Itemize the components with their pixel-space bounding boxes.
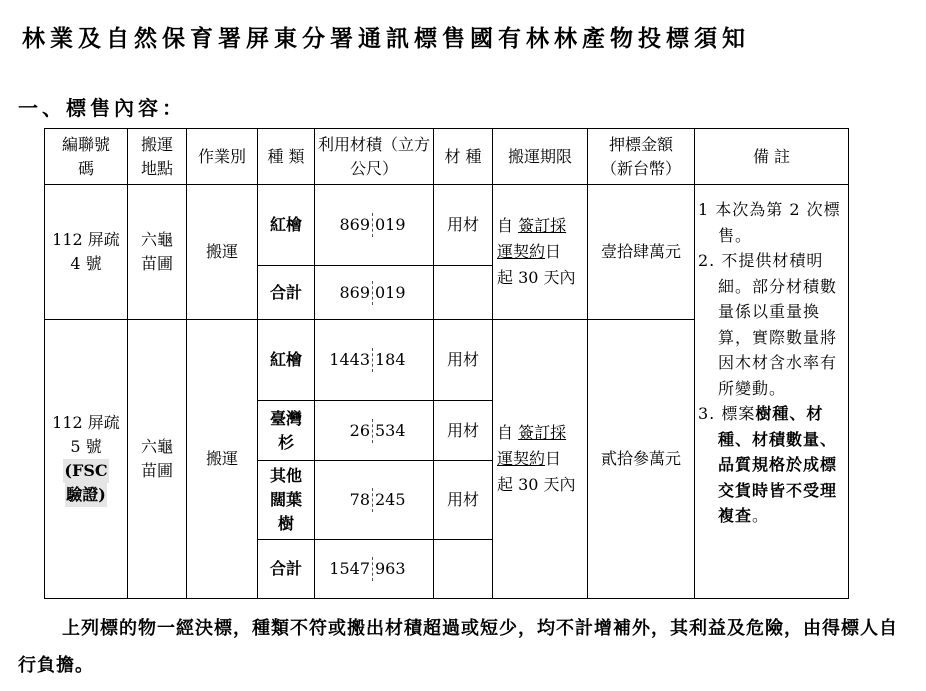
- lot5-code-line1: 112 屏疏: [52, 413, 120, 432]
- sale-items-table: [44, 128, 849, 599]
- table-row: [45, 185, 849, 266]
- lot4-volume-1: [315, 185, 434, 266]
- period-underlined-2: 運契約: [497, 242, 546, 261]
- remark-2: 2. 不提供材積明細。部分材積數量係以重量換算，實際數量將因木材含水率有所變動。: [698, 251, 838, 398]
- document-title: 林業及自然保育署屏東分署通訊標售國有林林產物投標須知: [22, 25, 750, 52]
- header-deposit: 押標金額（新台幣）: [588, 129, 695, 185]
- lot4-code: [45, 185, 128, 320]
- remarks-cell: [695, 185, 849, 599]
- lot5-volume-2: [315, 401, 434, 461]
- lot5-location: 六龜苗圃: [128, 320, 187, 599]
- lot5-material-2: 用材: [434, 401, 493, 461]
- remark-3-prefix: 3. 標案: [698, 404, 756, 423]
- volume-integer: 1443: [315, 348, 373, 372]
- lot4-material-1: 用材: [434, 185, 493, 266]
- header-location: 搬運地點: [128, 129, 187, 185]
- lot5-species-2: 臺灣杉: [258, 401, 315, 461]
- lot4-material-total: [434, 266, 493, 320]
- remark-3: [698, 401, 846, 529]
- header-remarks: 備 註: [695, 129, 849, 185]
- lot4-volume-total: [315, 266, 434, 320]
- footer-paragraph-text: 上列標的物一經決標，種類不符或搬出材積超過或短少，均不計增補外，其利益及危險，由得標人自行負擔。: [18, 618, 898, 676]
- period-prefix: 自: [497, 216, 514, 235]
- lot5-deposit: 貳拾參萬元: [588, 320, 695, 599]
- volume-decimal: 184: [375, 350, 406, 369]
- remark-3-bold: 樹種、材種、材積數量、品質規格於成標交貨時皆不受理複查: [718, 404, 838, 525]
- lot4-period: [493, 185, 588, 320]
- lot5-fsc-label-2: 驗證): [65, 483, 107, 507]
- period-underlined-1: 簽訂採: [518, 423, 567, 442]
- lot5-species-total: 合計: [258, 540, 315, 599]
- lot5-period: [493, 320, 588, 599]
- header-period: 搬運期限: [493, 129, 588, 185]
- volume-integer: 78: [315, 488, 373, 512]
- header-work-type: 作業別: [187, 129, 258, 185]
- period-mid: 日: [545, 449, 562, 468]
- volume-decimal: 019: [375, 282, 406, 302]
- period-prefix: 自: [497, 423, 514, 442]
- header-volume: 利用材積（立方公尺）: [315, 129, 434, 185]
- volume-decimal: 245: [375, 490, 406, 509]
- lot5-material-1: 用材: [434, 320, 493, 401]
- volume-decimal: 019: [375, 215, 406, 234]
- lot5-volume-3: [315, 461, 434, 540]
- lot4-location: 六龜苗圃: [128, 185, 187, 320]
- volume-integer: 869: [315, 281, 373, 305]
- volume-integer: 26: [315, 419, 373, 443]
- header-species: 種 類: [258, 129, 315, 185]
- section-heading: 一、標售內容：: [18, 96, 186, 120]
- lot4-deposit: 壹拾肆萬元: [588, 185, 695, 320]
- lot5-material-3: 用材: [434, 461, 493, 540]
- lot5-work-type: 搬運: [187, 320, 258, 599]
- volume-decimal: 963: [375, 559, 406, 578]
- lot4-species-1: 紅檜: [258, 185, 315, 266]
- period-underlined-1: 簽訂採: [518, 216, 567, 235]
- lot5-species-3: 其他闊葉樹: [258, 461, 315, 540]
- lot5-fsc-label-1: (FSC: [63, 459, 108, 483]
- table-header-row: [45, 129, 849, 185]
- header-code: 編聯號碼: [45, 129, 128, 185]
- period-end: 起 30 天內: [497, 268, 576, 287]
- remark-1: 1 本次為第 2 次標售。: [698, 200, 841, 245]
- lot5-species-1: 紅檜: [258, 320, 315, 401]
- lot5-volume-1: [315, 320, 434, 401]
- period-underlined-2: 運契約: [497, 449, 546, 468]
- volume-integer: 1547: [315, 557, 373, 581]
- lot4-code-line2: 4 號: [70, 254, 102, 273]
- lot4-code-line1: 112 屏疏: [52, 230, 120, 249]
- lot5-material-total: [434, 540, 493, 599]
- lot4-work-type: 搬運: [187, 185, 258, 320]
- remark-3-suffix: 。: [752, 506, 770, 525]
- lot5-code: [45, 320, 128, 599]
- footer-paragraph: [18, 610, 898, 684]
- header-material: 材 種: [434, 129, 493, 185]
- lot5-volume-total: [315, 540, 434, 599]
- volume-decimal: 534: [375, 420, 406, 440]
- period-end: 起 30 天內: [497, 475, 576, 494]
- lot5-code-line2: 5 號: [70, 437, 102, 456]
- lot4-species-total: 合計: [258, 266, 315, 320]
- volume-integer: 869: [315, 213, 373, 237]
- period-mid: 日: [545, 242, 562, 261]
